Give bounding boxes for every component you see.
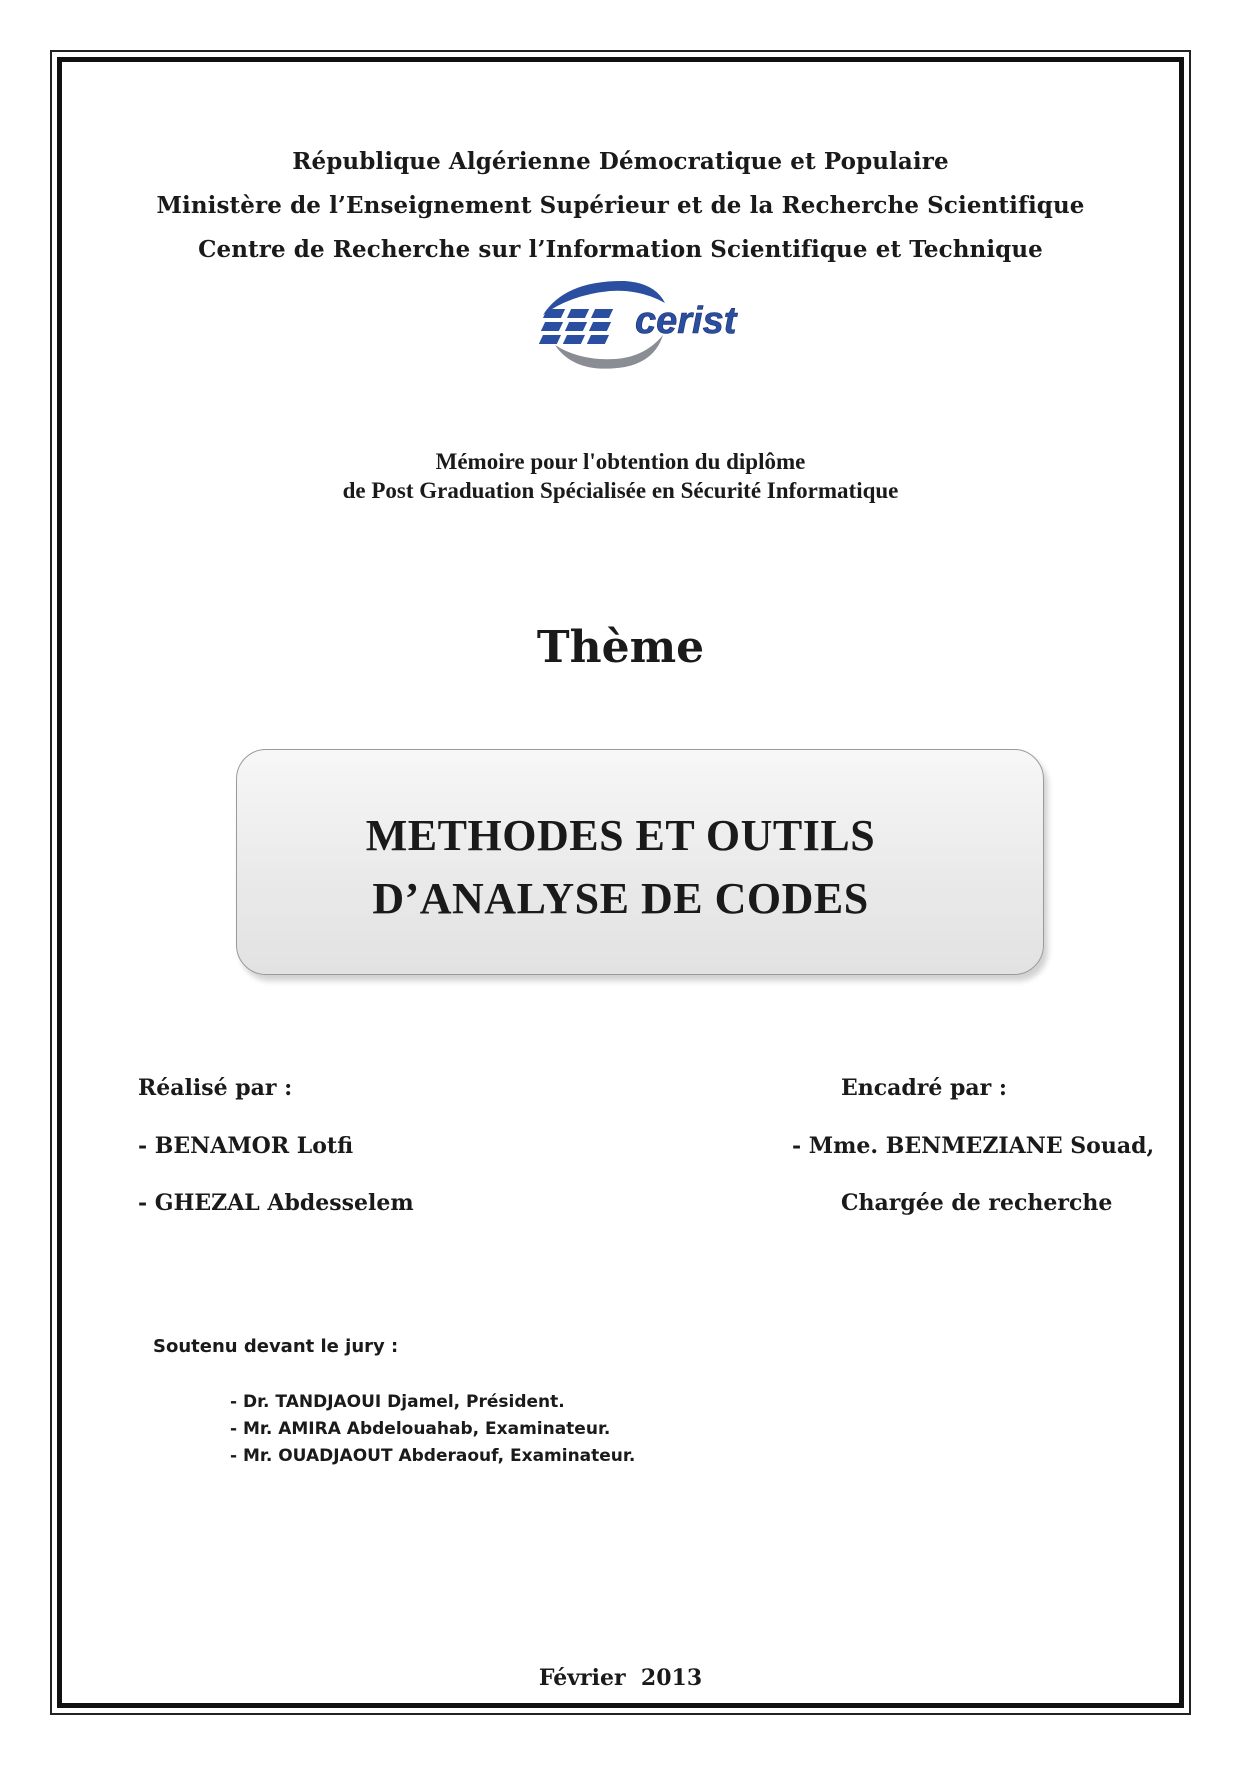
- supervisor-role: Chargée de recherche: [841, 1190, 1113, 1216]
- theme-heading: Thème: [536, 622, 705, 673]
- jury-member-2: - Mr. AMIRA Abdelouahab, Examinateur.: [230, 1419, 611, 1439]
- jury-member-1: - Dr. TANDJAOUI Djamel, Président.: [230, 1392, 565, 1412]
- title-line-2: D’ANALYSE DE CODES: [372, 874, 869, 923]
- svg-text:cerist: cerist: [635, 300, 737, 342]
- header-centre: Centre de Recherche sur l’Information Scientifique et Technique: [198, 236, 1043, 263]
- date: Février 2013: [538, 1665, 703, 1691]
- cerist-logo-icon: [535, 275, 745, 375]
- title-line-1: METHODES ET OUTILS: [365, 811, 876, 860]
- encadre-label: Encadré par :: [841, 1075, 1008, 1101]
- header-republique: République Algérienne Démocratique et Populaire: [292, 148, 949, 175]
- jury-member-3: - Mr. OUADJAOUT Abderaouf, Examinateur.: [230, 1446, 636, 1466]
- author-1: - BENAMOR Lotfi: [138, 1133, 354, 1159]
- realise-label: Réalisé par :: [138, 1075, 293, 1101]
- memoire-line-2: de Post Graduation Spécialisée en Sécurité Informatique: [342, 478, 899, 503]
- jury-label: Soutenu devant le jury :: [153, 1336, 399, 1357]
- title-box: [236, 749, 1044, 975]
- author-2: - GHEZAL Abdesselem: [138, 1190, 414, 1216]
- header-ministere: Ministère de l’Enseignement Supérieur et de la Recherche Scientifique: [156, 192, 1085, 219]
- memoire-line-1: Mémoire pour l'obtention du diplôme: [435, 449, 806, 474]
- supervisor-name: - Mme. BENMEZIANE Souad,: [792, 1133, 1155, 1159]
